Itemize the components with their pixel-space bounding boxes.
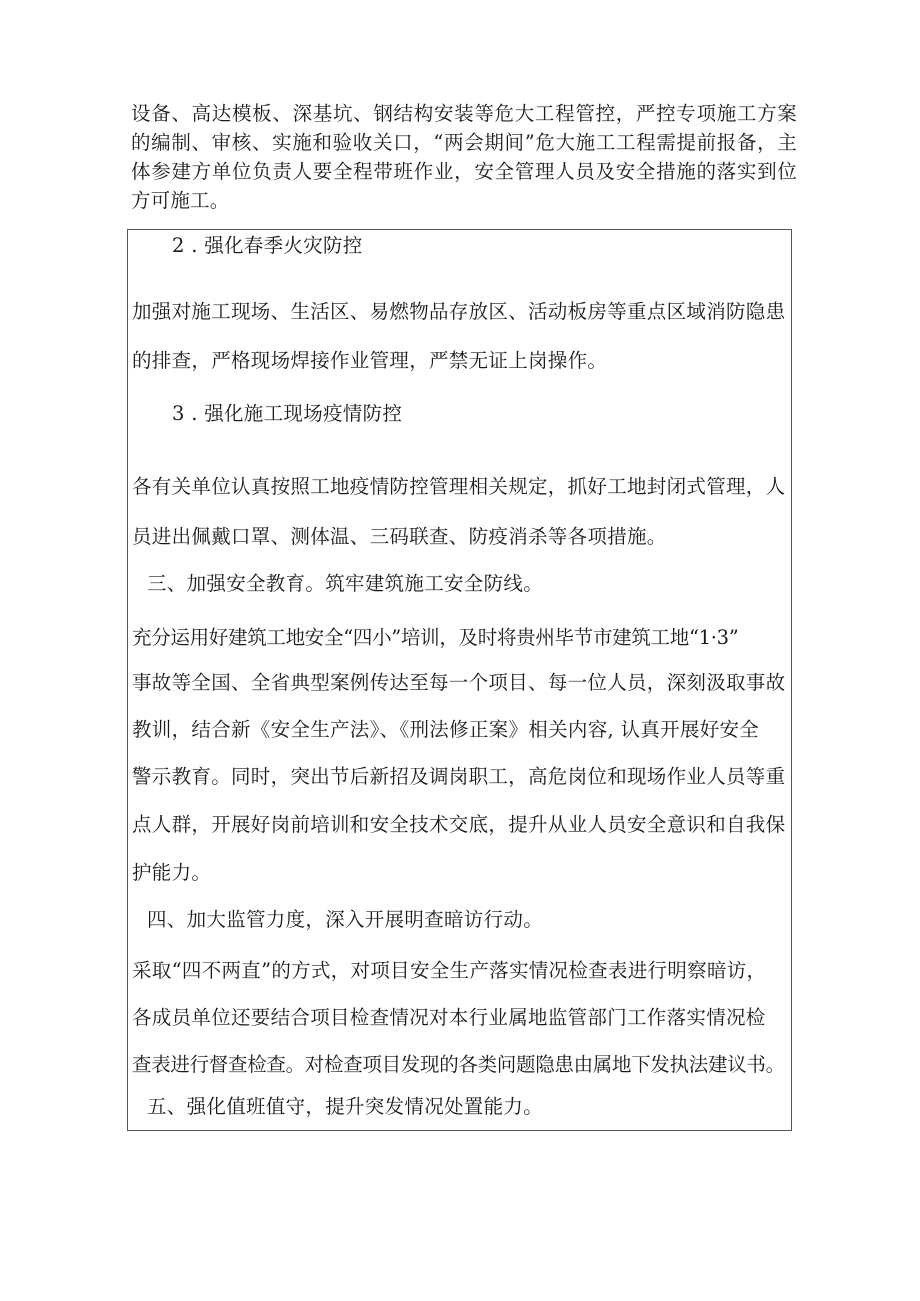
body-line: 点人群，开展好岗前培训和安全技术交底，提升从业人员安全意识和自我保 [132, 813, 786, 836]
body-line: 教训，结合新《安全生产法》、《刑法修正案》相关内容, 认真开展好安全 [132, 718, 760, 741]
section-heading-duty: 五、强化值班值守，提升突发情况处置能力。 [147, 1095, 544, 1118]
body-line: 充分运用好建筑工地安全“四小”培训，及时将贵州毕节市建筑工地“1·3” [132, 626, 739, 649]
body-line: 警示教育。同时，突出节后新招及调岗职工，高危岗位和现场作业人员等重 [132, 765, 786, 788]
content-box [127, 229, 792, 1131]
body-line: 事故等全国、全省典型案例传达至每一个项目、每一位人员，深刻汲取事故 [132, 671, 786, 694]
intro-paragraph: 设备、高达模板、深基坑、钢结构安装等危大工程管控，严控专项施工方案的编制、审核、实施和验收关口，“两会期间”危大施工工程需提前报备，主体参建方单位负责人要全程带班作业，安全管理人员及安全措施的落实到位方可施工。 [131, 102, 797, 212]
body-line: 查表进行督查检查。对检查项目发现的各类问题隐患由属地下发执法建议书。 [132, 1053, 785, 1076]
subheading-epidemic-prevention: 3 . 强化施工现场疫情防控 [172, 402, 403, 425]
subheading-fire-prevention: 2 . 强化春季火灾防控 [172, 234, 363, 257]
body-line: 各成员单位还要结合项目检查情况对本行业属地监管部门工作落实情况检 [132, 1006, 766, 1029]
body-line: 各有关单位认真按照工地疫情防控管理相关规定，抓好工地封闭式管理，人 [132, 475, 786, 498]
body-line: 加强对施工现场、生活区、易燃物品存放区、活动板房等重点区域消防隐患 [132, 300, 786, 323]
body-line: 护能力。 [132, 861, 212, 884]
section-heading-supervision: 四、加大监管力度，深入开展明查暗访行动。 [147, 908, 544, 931]
body-line: 的排查，严格现场焊接作业管理，严禁无证上岗操作。 [132, 349, 608, 372]
body-line: 员进出佩戴口罩、测体温、三码联查、防疫消杀等各项措施。 [132, 525, 667, 548]
section-heading-safety-education: 三、加强安全教育。筑牢建筑施工安全防线。 [147, 572, 544, 595]
body-line: 采取“四不两直”的方式，对项目安全生产落实情况检查表进行明察暗访， [132, 959, 767, 982]
